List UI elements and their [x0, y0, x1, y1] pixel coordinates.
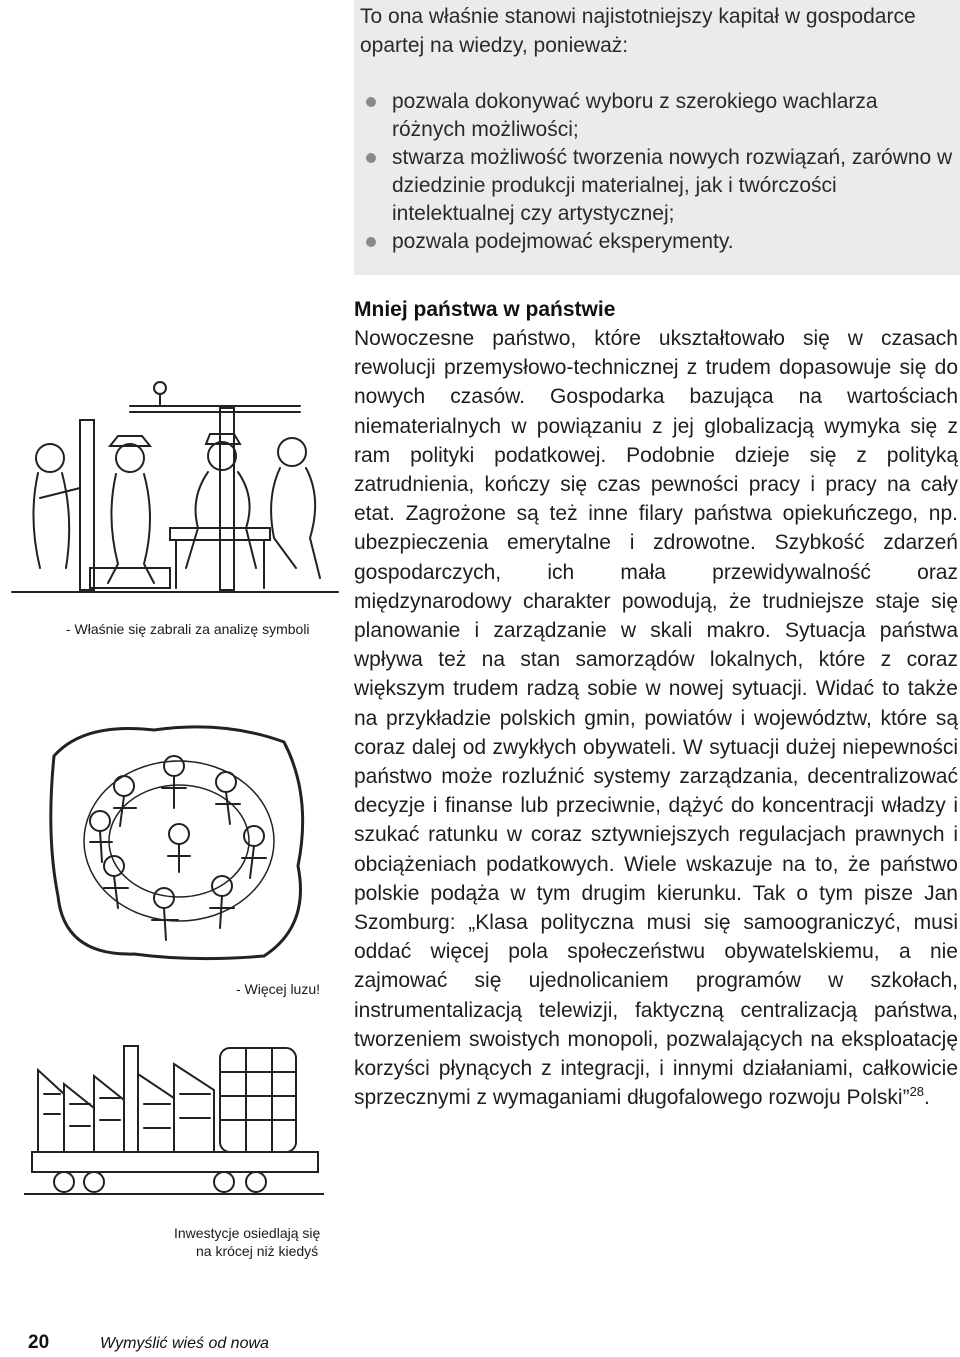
- caption-investments-line2: na krócej niż kiedyś: [196, 1243, 319, 1259]
- caption-investments-line1: Inwestycje osiedlają się: [174, 1225, 321, 1241]
- bullet-icon: [366, 237, 376, 247]
- caption-symbols: - Właśnie się zabrali za analizę symboli: [66, 621, 310, 637]
- list-item-text: pozwala dokonywać wyboru z szerokiego wachlarza różnych możliwości;: [392, 90, 878, 141]
- body-end: .: [924, 1086, 930, 1110]
- sketch-dancers-illustration: [44, 716, 314, 964]
- box-bullet-list: [360, 88, 954, 256]
- box-intro: To ona właśnie stanowi najistotniejszy kapitał w gospodarce opartej na wiedzy, ponieważ:: [360, 5, 916, 57]
- publication-title: Wymyślić wieś od nowa: [100, 1335, 269, 1352]
- caption-more-slack: - Więcej luzu!: [236, 981, 321, 997]
- section-title: Mniej państwa w państwie: [354, 298, 616, 321]
- footnote-marker: 28: [909, 1084, 925, 1100]
- list-item-text: stwarza możliwość tworzenia nowych rozwiązań, zarówno w dziedzinie produkcji materialnej, jak i twórczości intelektualnej czy artystycznej;: [392, 146, 953, 225]
- page-number: 20: [28, 1332, 50, 1353]
- list-item: [360, 228, 954, 256]
- bullet-icon: [366, 97, 376, 107]
- sketch-people-illustration: [10, 378, 340, 606]
- list-item: [360, 144, 954, 228]
- list-item-text: pozwala podejmować eksperymenty.: [392, 230, 734, 253]
- bullet-icon: [366, 153, 376, 163]
- body-text: Nowoczesne państwo, które ukształtowało się w czasach rewolucji przemysłowo-technicznej z trudem dopasowuje się do nowych czasów. Gospodarka bazująca na wartościach niematerialnych w powiązaniu z jej globalizacją wymyka się z ram polityki podatkowej. Podobnie dzieje się z polityką zatrudnienia, kończy się czas pewności pracy i pracy na cały etat. Zagrożone są też inne filary państwa opiekuńczego, np. ubezpieczenia emerytalne i zdrowotne. Szybkość zdarzeń gospodarczych, ich mała przewidywalność oraz międzynarodowy charakter powodują, że trudniejsze staje się planowanie i zarządzanie w skali makro. Sytuacja państwa wpływa też na stan samorządów lokalnych, które z coraz większym trudem radzą sobie w nowej sytuacji. Widać to także na przykładzie polskich gmin, powiatów i województw, które są coraz dalej od zwykłych obywateli. W sytuacji dużej niepewności państwo może rozluźnić systemy zarządzania, decentralizować decyzje i finanse lub przeciwnie, dążyć do koncentracji władzy i szukać ratunku w coraz sztywniejszych regulacjach prawnych i obciążeniach podatkowych. Wiele wskazuje na to, że państwo polskie podąża w tym drugim kierunku. Tak o tym pisze Jan Szomburg: „Klasa polityczna musi się samoograniczyć, musi oddać więcej pola społeczeństwu obywatelskiemu, a nie zajmować się ujednolicaniem programów w szkołach, instrumentalizacją telewizji, faktyczną centralizacją państwa, tworzeniem swoistych monopoli, pozwalających na eksploatację korzyści płynących z integracji, i innymi działaniami, całkowicie sprzecznymi z wymaganiami długofalowego rozwoju Polski”: [354, 327, 958, 1110]
- body-paragraph: [354, 324, 958, 1112]
- list-item: [360, 88, 954, 144]
- sketch-factory-illustration: [24, 1034, 324, 1196]
